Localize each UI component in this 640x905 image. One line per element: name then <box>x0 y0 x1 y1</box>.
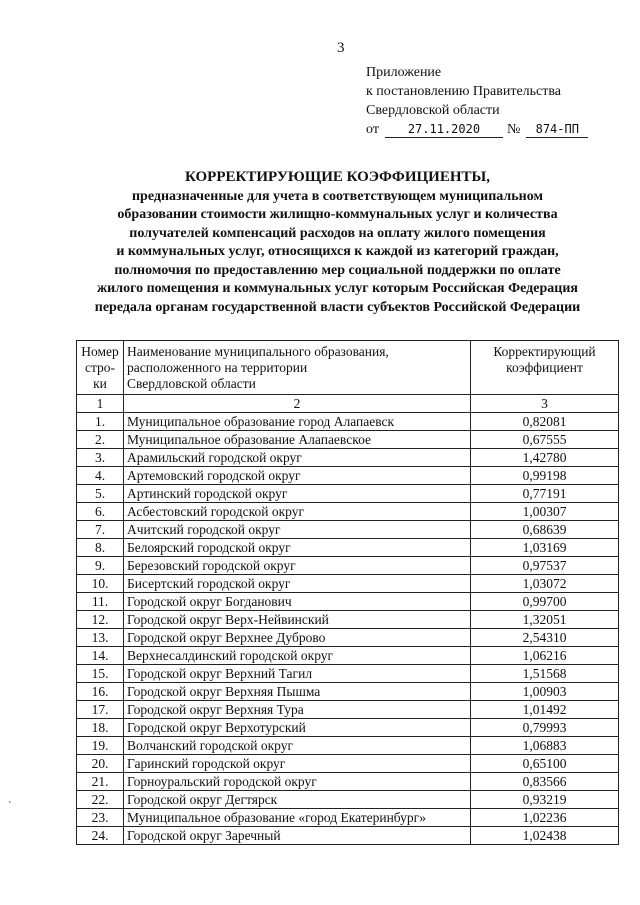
table-row <box>77 503 619 521</box>
municipality-name: Асбестовский городской округ <box>124 503 471 521</box>
municipality-name: Горноуральский городской округ <box>124 773 471 791</box>
row-number: 20. <box>77 755 124 773</box>
row-number: 3. <box>77 449 124 467</box>
coefficient-value: 1,02438 <box>471 827 619 845</box>
header-text: Корректирующий <box>493 344 596 359</box>
municipality-name: Артемовский городской округ <box>124 467 471 485</box>
row-number: 16. <box>77 683 124 701</box>
coefficient-value: 0,77191 <box>471 485 619 503</box>
header-text: Номер <box>81 344 119 359</box>
row-number: 11. <box>77 593 124 611</box>
scan-mark: ˋ <box>8 800 12 812</box>
row-number: 15. <box>77 665 124 683</box>
main-title: КОРРЕКТИРУЮЩИЕ КОЭФФИЦИЕНТЫ, <box>185 169 490 185</box>
column-number: 3 <box>471 395 619 413</box>
table-row <box>77 827 619 845</box>
row-number: 21. <box>77 773 124 791</box>
municipality-name: Ачитский городской округ <box>124 521 471 539</box>
table-row <box>77 629 619 647</box>
municipality-name: Муниципальное образование город Алапаевск <box>124 413 471 431</box>
title-line: полномочия по предоставлению мер социальной поддержки по оплате <box>114 262 561 278</box>
coefficient-value: 0,65100 <box>471 755 619 773</box>
appendix-date-row <box>366 120 588 139</box>
table-row <box>77 791 619 809</box>
coefficient-value: 1,02236 <box>471 809 619 827</box>
row-number: 22. <box>77 791 124 809</box>
column-number-row <box>77 395 619 413</box>
column-number: 2 <box>124 395 471 413</box>
coefficient-value: 1,00903 <box>471 683 619 701</box>
table-row <box>77 683 619 701</box>
municipality-name: Городской округ Богданович <box>124 593 471 611</box>
table-row <box>77 773 619 791</box>
municipality-name: Артинский городской округ <box>124 485 471 503</box>
coefficient-value: 1,32051 <box>471 611 619 629</box>
page-number: 3 <box>337 40 345 56</box>
table-row <box>77 485 619 503</box>
municipality-name: Белоярский городской округ <box>124 539 471 557</box>
column-number: 1 <box>77 395 124 413</box>
coefficient-value: 1,03072 <box>471 575 619 593</box>
row-number: 12. <box>77 611 124 629</box>
coefficient-value: 1,03169 <box>471 539 619 557</box>
coefficient-value: 0,99198 <box>471 467 619 485</box>
municipality-name: Городской округ Верхотурский <box>124 719 471 737</box>
coefficient-value: 0,83566 <box>471 773 619 791</box>
municipality-name: Городской округ Дегтярск <box>124 791 471 809</box>
municipality-name: Городской округ Заречный <box>124 827 471 845</box>
coefficient-value: 0,99700 <box>471 593 619 611</box>
header-text: стро- <box>84 360 116 375</box>
table-row <box>77 413 619 431</box>
date-prefix: от <box>366 122 379 137</box>
row-number: 8. <box>77 539 124 557</box>
municipality-name: Волчанский городской округ <box>124 737 471 755</box>
coefficient-value: 0,79993 <box>471 719 619 737</box>
coefficient-value: 1,42780 <box>471 449 619 467</box>
table-row <box>77 737 619 755</box>
table-row <box>77 611 619 629</box>
table-row <box>77 521 619 539</box>
row-number: 19. <box>77 737 124 755</box>
municipality-name: Бисертский городской округ <box>124 575 471 593</box>
header-text: коэффициент <box>506 360 583 375</box>
table-row <box>77 575 619 593</box>
coefficient-value: 2,54310 <box>471 629 619 647</box>
coefficient-value: 0,68639 <box>471 521 619 539</box>
row-number: 10. <box>77 575 124 593</box>
table-row <box>77 719 619 737</box>
title-line: получателей компенсаций расходов на оплату жилого помещения <box>129 225 546 241</box>
coefficient-value: 0,97537 <box>471 557 619 575</box>
municipality-name: Гаринский городской округ <box>124 755 471 773</box>
table-row <box>77 431 619 449</box>
number-prefix: № <box>506 122 521 137</box>
table-row <box>77 809 619 827</box>
resolution-date: 27.11.2020 <box>385 122 503 138</box>
coefficient-value: 1,51568 <box>471 665 619 683</box>
table-row <box>77 557 619 575</box>
row-number: 18. <box>77 719 124 737</box>
coefficient-value: 1,06883 <box>471 737 619 755</box>
table-row <box>77 647 619 665</box>
row-number: 24. <box>77 827 124 845</box>
resolution-number: 874-ПП <box>526 122 588 138</box>
municipality-name: Городской округ Верх-Нейвинский <box>124 611 471 629</box>
document-title <box>60 168 615 317</box>
header-text: Наименование муниципального образования, <box>127 344 389 359</box>
appendix-line-1: Приложение <box>366 65 442 80</box>
row-number: 13. <box>77 629 124 647</box>
header-text: Свердловской области <box>127 376 256 391</box>
row-number: 5. <box>77 485 124 503</box>
table-header-row <box>77 341 619 395</box>
table-row <box>77 449 619 467</box>
appendix-line-2: к постановлению Правительства <box>366 84 562 99</box>
row-number: 14. <box>77 647 124 665</box>
row-number: 6. <box>77 503 124 521</box>
municipality-name: Городской округ Верхнее Дуброво <box>124 629 471 647</box>
row-number: 7. <box>77 521 124 539</box>
header-row-number <box>77 341 124 395</box>
municipality-name: Муниципальное образование «город Екатеринбург» <box>124 809 471 827</box>
municipality-name: Городской округ Верхний Тагил <box>124 665 471 683</box>
table-row <box>77 755 619 773</box>
row-number: 17. <box>77 701 124 719</box>
title-line: и коммунальных услуг, относящихся к каждой из категорий граждан, <box>116 244 559 259</box>
appendix-block <box>366 63 588 139</box>
municipality-name: Городской округ Верхняя Пышма <box>124 683 471 701</box>
title-line: передала органам государственной власти субъектов Российской Федерации <box>94 299 581 315</box>
coefficient-value: 0,67555 <box>471 431 619 449</box>
table-row <box>77 593 619 611</box>
header-coefficient <box>471 341 619 395</box>
coefficient-value: 0,82081 <box>471 413 619 431</box>
row-number: 1. <box>77 413 124 431</box>
title-line: предназначенные для учета в соответствующем муниципальном <box>131 188 544 204</box>
title-line: жилого помещения и коммунальных услуг которым Российская Федерация <box>97 281 578 296</box>
coefficient-value: 1,01492 <box>471 701 619 719</box>
header-text: ки <box>93 376 107 391</box>
title-line: образовании стоимости жилищно-коммунальных услуг и количества <box>117 207 558 222</box>
coefficient-value: 0,93219 <box>471 791 619 809</box>
header-municipality <box>124 341 471 395</box>
header-text: расположенного на территории <box>127 360 308 375</box>
municipality-name: Арамильский городской округ <box>124 449 471 467</box>
municipality-name: Городской округ Верхняя Тура <box>124 701 471 719</box>
row-number: 9. <box>77 557 124 575</box>
table-row <box>77 467 619 485</box>
municipality-name: Верхнесалдинский городской округ <box>124 647 471 665</box>
coefficient-value: 1,06216 <box>471 647 619 665</box>
row-number: 4. <box>77 467 124 485</box>
table-row <box>77 539 619 557</box>
municipality-name: Березовский городской округ <box>124 557 471 575</box>
coefficient-value: 1,00307 <box>471 503 619 521</box>
municipality-name: Муниципальное образование Алапаевское <box>124 431 471 449</box>
coefficients-table <box>76 340 619 845</box>
row-number: 23. <box>77 809 124 827</box>
appendix-line-3: Свердловской области <box>366 103 500 118</box>
table-row <box>77 665 619 683</box>
row-number: 2. <box>77 431 124 449</box>
table-row <box>77 701 619 719</box>
